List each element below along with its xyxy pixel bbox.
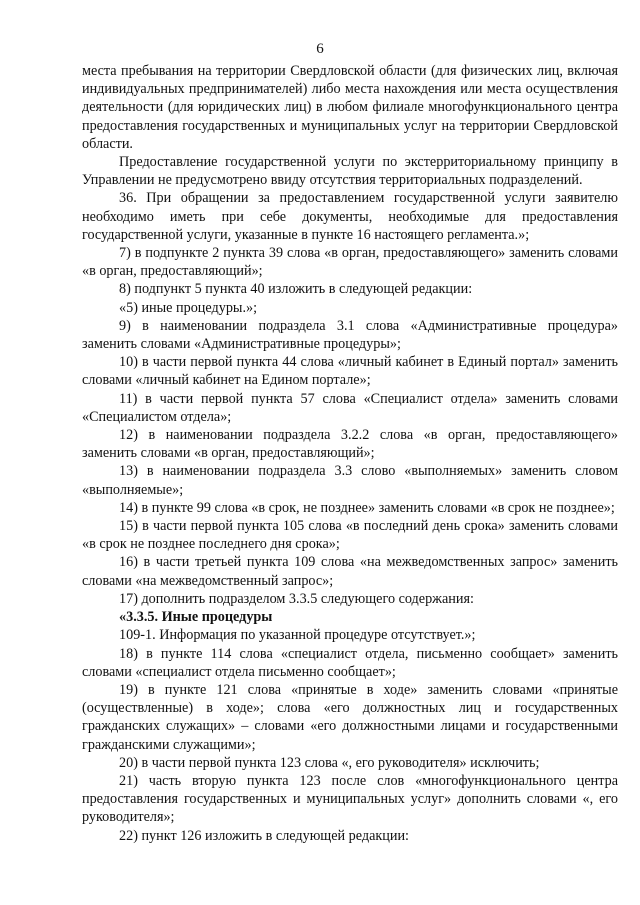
- paragraph: места пребывания на территории Свердловской области (для физических лиц, включая индивидуальных предпринимателей) либо места нахождения или места осуществления деятельности (для юридических лиц) в любом филиале многофункционального центра предоставления государственных и муниципальных услуг на территории Свердловской области.: [82, 63, 618, 152]
- paragraph: Предоставление государственной услуги по экстерриториальному принципу в Управлении не предусмотрено ввиду отсутствия территориальных подразделений.: [82, 154, 618, 189]
- paragraph: 17) дополнить подразделом 3.3.5 следующего содержания:: [119, 590, 474, 607]
- paragraph: 15) в части первой пункта 105 слова «в последний день срока» заменить словами «в срок не позднее последнего дня срока»;: [82, 518, 618, 553]
- paragraph: 109-1. Информация по указанной процедуре отсутствует.»;: [119, 627, 476, 644]
- paragraph: 22) пункт 126 изложить в следующей редакции:: [119, 827, 409, 844]
- paragraph: 9) в наименовании подраздела 3.1 слова «Административные процедура» заменить словами «Административные процедуры»;: [82, 317, 618, 353]
- paragraph: 14) в пункте 99 слова «в срок, не позднее» заменить словами «в срок не позднее»;: [119, 499, 615, 516]
- paragraph: 7) в подпункте 2 пункта 39 слова «в орган, предоставляющего» заменить словами «в орган, предоставляющий»;: [82, 245, 618, 280]
- page-number: 6: [316, 41, 324, 57]
- section-heading: [82, 608, 618, 626]
- paragraph: 18) в пункте 114 слова «специалист отдела, письменно сообщает» заменить словами «специалист отдела письменно сообщает»;: [82, 645, 618, 680]
- paragraph: 13) в наименовании подраздела 3.3 слово «выполняемых» заменить словом «выполняемые»;: [82, 463, 618, 498]
- paragraph: 19) в пункте 121 слова «принятые в ходе» заменить словами «принятые (осуществленные) в ходе»; слова «его должностных лиц и государственных гражданских служащих» – словами «его должностными лицами и государственными гражданскими служащими»;: [82, 681, 618, 753]
- paragraph: 12) в наименовании подраздела 3.2.2 слова «в орган, предоставляющего» заменить словами «в орган, предоставляющий»;: [82, 427, 618, 462]
- paragraph: 8) подпункт 5 пункта 40 изложить в следующей редакции:: [119, 281, 473, 298]
- paragraph: 36. При обращении за предоставлением государственной услуги заявителю необходимо иметь при себе документы, необходимые для предоставления государственной услуги, указанные в пункте 16 настоящего регламента.»;: [82, 190, 618, 243]
- paragraph: 11) в части первой пункта 57 слова «Специалист отдела» заменить словами «Специалистом отдела»;: [82, 390, 618, 425]
- paragraph: 20) в части первой пункта 123 слова «, его руководителя» исключить;: [119, 754, 540, 771]
- document-body: [82, 62, 618, 845]
- paragraph: 16) в части третьей пункта 109 слова «на межведомственных запрос» заменить словами «на межведомственный запрос»;: [82, 554, 618, 589]
- paragraph: «5) иные процедуры.»;: [119, 299, 258, 316]
- section-heading-text: «3.3.5. Иные процедуры: [119, 609, 273, 626]
- paragraph: 21) часть вторую пункта 123 после слов «многофункционального центра предоставления государственных и муниципальных услуг» дополнить словами «, его руководителя»;: [82, 772, 618, 826]
- paragraph: 10) в части первой пункта 44 слова «личный кабинет в Единый портал» заменить словами «личный кабинет на Едином портале»;: [82, 354, 618, 389]
